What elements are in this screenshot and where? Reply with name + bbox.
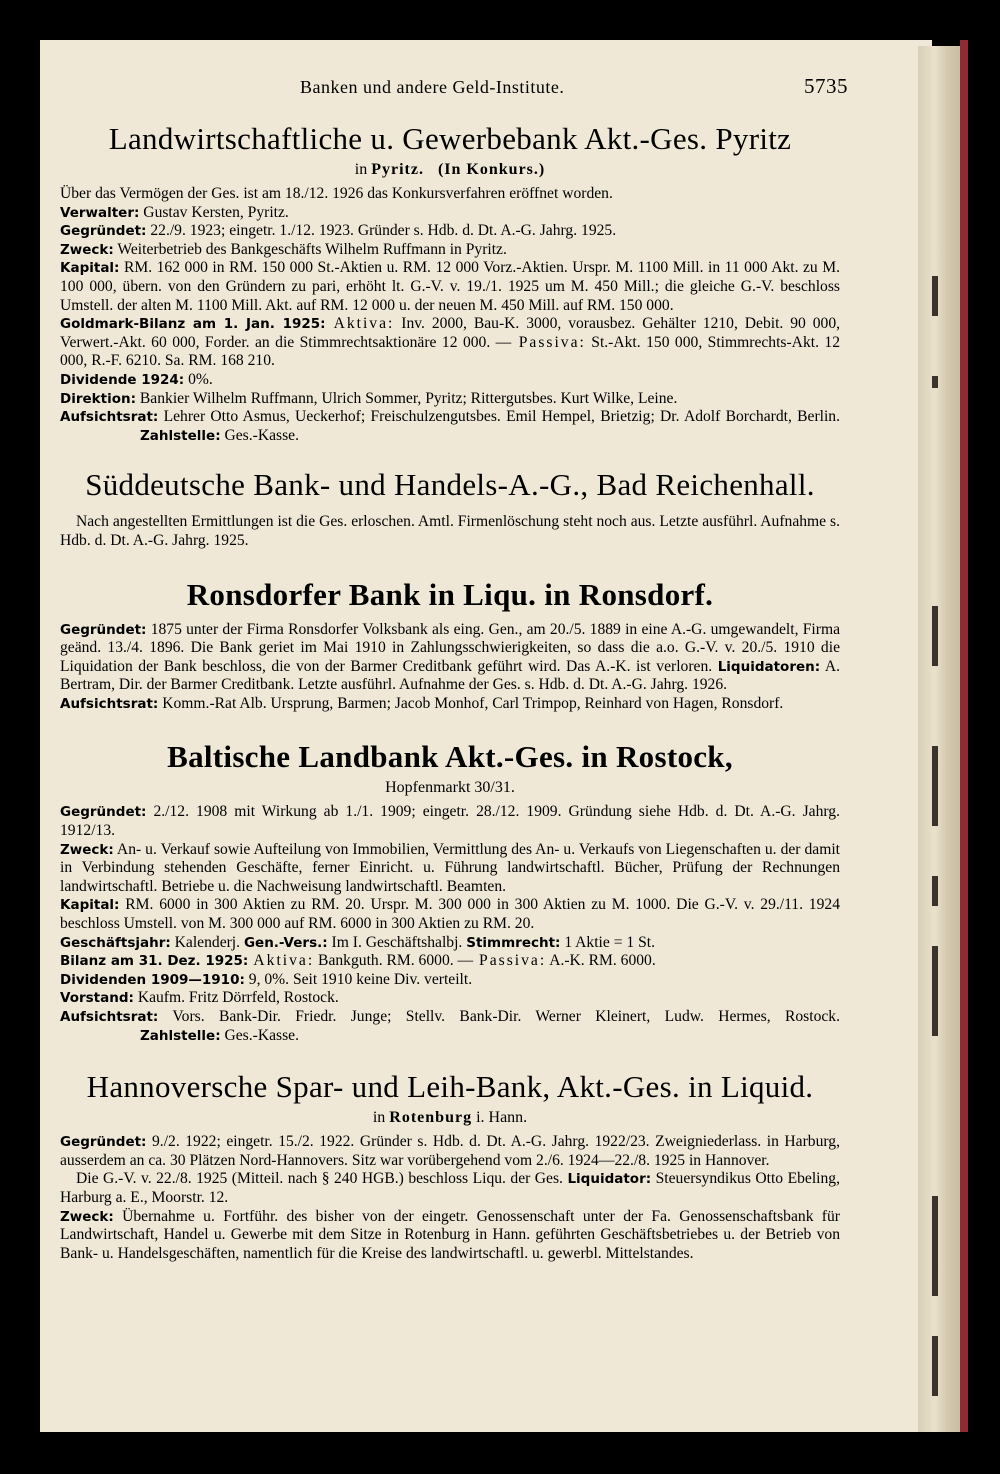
page-number: 5735	[804, 74, 848, 98]
entry-title: Ronsdorfer Bank in Liqu. in Ronsdorf.	[186, 576, 714, 612]
paragraph: Aufsichtsrat: Vors. Bank-Dir. Friedr. Junge; Stellv. Bank-Dir. Werner Kleinert, Ludw. Hermes, Rostock.Zahlstelle: Ges.-Kasse.	[60, 1008, 840, 1044]
paragraph: Vorstand: Kaufm. Fritz Dörrfeld, Rostock.	[60, 989, 339, 1007]
running-header	[60, 74, 848, 99]
paragraph: Gegründet: 2./12. 1908 mit Wirkung ab 1./1. 1909; eingetr. 28./12. 1909. Gründung siehe Hdb. d. Dt. A.-G. Jahrg. 1912/13.	[60, 803, 840, 840]
book-spine	[960, 40, 968, 1432]
entry-landwirtschaftliche-bank	[60, 121, 840, 445]
paragraph: Über das Vermögen der Ges. ist am 18./12. 1926 das Konkursverfahren eröffnet worden.	[60, 185, 613, 202]
paragraph: Goldmark-Bilanz am 1. Jan. 1925: Aktiva: Inv. 2000, Bau-K. 3000, vorausbez. Gehälter 1210, Debit. 90 000, Verwert.-Akt. 60 000, Forder. an die Stimmrechtsaktionäre 12 000. — Passiva: St.-Akt. 150 000, Stimmrechts-Akt. 12 000, R.-F. 6210. Sa. RM. 168 210.	[60, 315, 841, 370]
paragraph: Geschäftsjahr: Kalenderj. Gen.-Vers.: Im I. Geschäftshalbj. Stimmrecht: 1 Aktie = 1 St.	[60, 933, 656, 951]
paragraph: Verwalter: Gustav Kersten, Pyritz.	[60, 203, 289, 221]
entry-title: Süddeutsche Bank- und Handels-A.-G., Bad Reichenhall.	[85, 467, 815, 503]
paragraph: Gegründet: 1875 unter der Firma Ronsdorfer Volksbank als eing. Gen., am 20./5. 1889 in eine A.-G. umgewandelt, Firma geänd. 13./4. 1896. Die Bank geriet im Mai 1910 in Zahlungsschwierigkeiten, so dass die a.o. G.-V. v. 20./5. 1910 die Liquidation der Bank beschloss, die von der Barmer Creditbank geführt wird. Das A.-K. ist verloren. Liquidatoren: A. Bertram, Dir. der Barmer Creditbank. Letzte ausführl. Aufnahme der Ges. s. Hdb. d. Dt. A.-G. Jahrg. 1926.	[60, 620, 841, 694]
entry-ronsdorfer-bank	[60, 577, 840, 714]
paragraph: Bilanz am 31. Dez. 1925: Aktiva: Bankguth. RM. 6000. — Passiva: A.-K. RM. 6000.	[60, 952, 656, 970]
paragraph: Nach angestellten Ermittlungen ist die Ges. erloschen. Amtl. Firmenlöschung steht noch aus. Letzte ausführl. Aufnahme s. Hdb. d. Dt. A.-G. Jahrg. 1925.	[60, 513, 840, 549]
entry-baltische-landbank	[60, 739, 840, 1045]
paragraph: Gegründet: 9./2. 1922; eingetr. 15./2. 1922. Gründer s. Hdb. d. Dt. A.-G. Jahrg. 1922/23. Zweigniederlass. in Harburg, ausserdem an ca. 30 Plätzen Nord-Hannovers. Sitz war vorübergehend vom 2./6. 1924—22./8. 1925 in Hannover.	[60, 1133, 840, 1169]
entry-subtitle: Hopfenmarkt 30/31.	[385, 779, 515, 797]
page-stack-edge	[918, 46, 960, 1432]
paragraph: Zweck: Weiterbetrieb des Bankgeschäfts Wilhelm Ruffmann in Pyritz.	[60, 240, 507, 258]
entry-subtitle: in Rotenburg i. Hann.	[372, 1109, 528, 1127]
entry-title: Landwirtschaftliche u. Gewerbebank Akt.-Ges. Pyritz	[108, 121, 792, 156]
entry-hannoversche-bank	[60, 1069, 840, 1263]
running-title: Banken und andere Geld-Institute.	[300, 77, 565, 97]
paragraph: Kapital: RM. 162 000 in RM. 150 000 St.-Aktien u. RM. 12 000 Vorz.-Aktien. Urspr. M. 1100 Mill. in 11 000 Akt. zu M. 100 000, übern. von den Gründern zu pari, erhöht lt. G.-V. v. 19./1. 1925 um M. 450 Mill.; die gleiche G.-V. beschloss Umstell. der alten M. 1100 Mill. Akt. auf RM. 12 000 u. der neuen M. 450 Mill. auf RM. 150 000.	[60, 259, 840, 314]
paragraph: Aufsichtsrat: Komm.-Rat Alb. Ursprung, Barmen; Jacob Monhof, Carl Trimpop, Reinhard von Hagen, Ronsdorf.	[60, 694, 784, 712]
paragraph: Zweck: An- u. Verkauf sowie Aufteilung von Immobilien, Vermittlung des An- u. Verkaufs von Liegenschaften u. der damit in Verbindung stehenden Geschäfte, ferner Einricht. u. Führung landwirtschaftl. Bücher, Prüfung der Rechnungen landwirtschaftl. Betriebe u. die Nachweisung landwirtschaftl. Beamten.	[60, 840, 840, 895]
paragraph: Direktion: Bankier Wilhelm Ruffmann, Ulrich Sommer, Pyritz; Rittergutsbes. Kurt Wilke, Leine.	[60, 389, 678, 407]
entry-subtitle: in Pyritz. (In Konkurs.)	[354, 161, 546, 178]
page-content	[60, 60, 848, 1263]
paragraph: Aufsichtsrat: Lehrer Otto Asmus, Ueckerhof; Freischulzengutsbes. Emil Hempel, Brietzig; Dr. Adolf Borchardt, Berlin.Zahlstelle: Ges.-Kasse.	[60, 408, 840, 444]
paragraph: Dividende 1924: 0%.	[60, 370, 213, 388]
paragraph: Zweck: Übernahme u. Fortführ. des bisher von der eingetr. Genossenschaft unter der Fa. Genossenschaftsbank für Landwirtschaft, Handel u. Gewerbe mit dem Sitze in Rotenburg in Hann. geführten Geschäftsbetriebes u. der Betrieb von Bank- u. Handelsgeschäften, namentlich für die Kreise des landwirtschaftl. u. gewerbl. Mittelstandes.	[60, 1207, 840, 1262]
entry-title: Baltische Landbank Akt.-Ges. in Rostock,	[167, 739, 733, 775]
paragraph: Gegründet: 22./9. 1923; eingetr. 1./12. 1923. Gründer s. Hdb. d. Dt. A.-G. Jahrg. 1925.	[60, 222, 617, 240]
paragraph: Kapital: RM. 6000 in 300 Aktien zu RM. 20. Urspr. M. 300 000 in 300 Aktien zu M. 1000. Die G.-V. v. 29./11. 1924 beschloss Umstell. von M. 300 000 auf RM. 6000 in 300 Aktien zu RM. 20.	[60, 896, 840, 933]
entry-sueddeutsche-bank	[60, 467, 840, 550]
paragraph: Die G.-V. v. 22./8. 1925 (Mitteil. nach § 240 HGB.) beschloss Liqu. der Ges. Liquidator: Steuersyndikus Otto Ebeling, Harburg a. E., Moorstr. 12.	[60, 1170, 840, 1206]
entry-title: Hannoversche Spar- und Leih-Bank, Akt.-Ges. in Liquid.	[86, 1069, 814, 1105]
paragraph: Dividenden 1909—1910: 9, 0%. Seit 1910 keine Div. verteilt.	[60, 970, 473, 988]
